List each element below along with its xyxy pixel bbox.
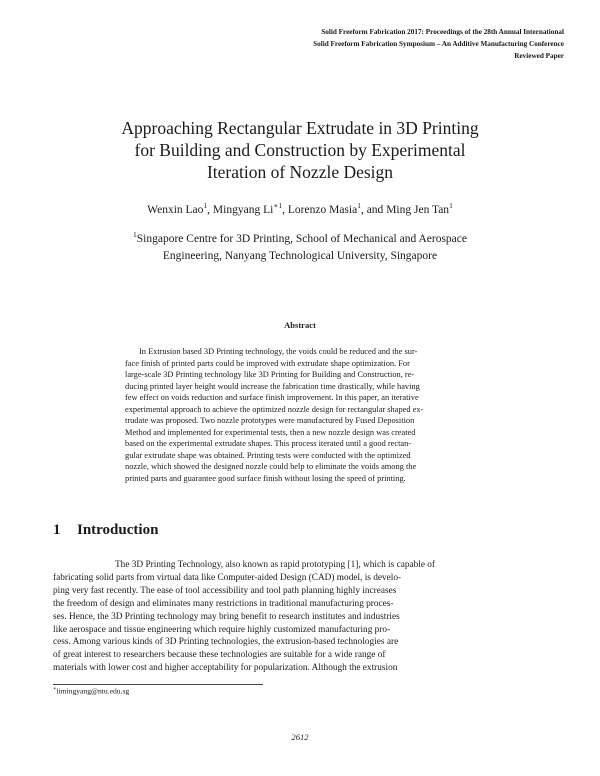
abstract-line: printed parts and guarantee good surface finish without losing the speed of printing. [125, 473, 406, 483]
footnote [53, 686, 129, 696]
header-line-3: Reviewed Paper [514, 52, 564, 60]
abstract-line: gular extrudate shape was obtained. Printing tests were conducted with the optimized [125, 450, 411, 460]
author-list [60, 201, 540, 216]
title-line-3: Iteration of Nozzle Design [206, 162, 394, 182]
affiliation-line-1: $^1$Singapore Centre for 3D Printing, School of Mechanical and Aerospace [133, 230, 467, 245]
author-affiliation-mark: 1 [203, 201, 208, 210]
affiliation-line-2: Engineering, Nanyang Technological University, Singapore [162, 249, 438, 262]
abstract-line: nozzle, which showed the designed nozzle could help to eliminate the voids among the [125, 462, 417, 471]
abstract-line: ducing printed layer height would increase the fabrication time drastically, while having [125, 381, 420, 391]
body-line: ping very fast recently. The ease of tool accessibility and tool path planning highly increases [53, 585, 397, 596]
abstract-body [125, 346, 475, 484]
abstract-line: Method and implemented for experimental tests, then a new nozzle design was created [125, 427, 416, 437]
author-affiliation-mark: 1 [449, 201, 453, 210]
body-line: the freedom of design and eliminates many restrictions in traditional manufacturing proces- [53, 598, 394, 609]
footnote-email[interactable]: limingyang@ntu.edu.sg [56, 686, 130, 696]
author-name: Wenxin Lao [147, 203, 204, 216]
section-heading-introduction [53, 522, 158, 539]
abstract-line: In Extrusion based 3D Printing technology, the voids could be reduced and the sur- [139, 347, 418, 356]
author-separator: , [282, 203, 288, 216]
author-name: Mingyang Li [212, 203, 274, 216]
abstract-line: trudate was proposed. Two nozzle prototypes were manufactured by Fused Deposition [125, 416, 415, 425]
body-line: of great interest to researchers because these technologies are suitable for a wide range of [53, 650, 386, 661]
body-line: like aerospace and tissue engineering which require highly customized manufacturing pro- [53, 624, 391, 635]
affiliation-mark: 1 [133, 230, 137, 239]
header-line-2: Solid Freeform Fabrication Symposium – An Additive Manufacturing Conference [313, 40, 564, 48]
body-line: fabricating solid parts from virtual data like Computer-aided Design (CAD) model, is develo- [53, 572, 402, 583]
footnote-mark: ∗ [53, 687, 57, 692]
title-line-2: for Building and Construction by Experimental [134, 140, 466, 160]
body-line: ses. Hence, the 3D Printing technology may bring benefit to research institutes and industries [53, 611, 400, 622]
author-name: Ming Jen Tan [386, 203, 450, 216]
abstract-line: based on the experimental extrudate shapes. This process iterated until a good rectan- [125, 439, 412, 448]
title-line-1: Approaching Rectangular Extrudate in 3D Printing [121, 118, 479, 138]
section-title: Introduction [77, 522, 159, 538]
footnote-rule [53, 684, 263, 685]
conference-header [234, 26, 564, 62]
abstract-heading: Abstract [284, 320, 316, 330]
section-number: 1 [53, 522, 61, 538]
abstract-line: face finish of printed parts could be improved with extrudate shape optimization. For [125, 358, 410, 368]
header-line-1: Solid Freeform Fabrication 2017: Proceedings of the 28th Annual International [321, 28, 564, 36]
abstract-line: experimental approach to achieve the optimized nozzle design for rectangular shaped ex- [125, 404, 424, 414]
page-number: 2612 [291, 732, 309, 742]
abstract-line: large-scale 3D Printing technology like 3D Printing for Building and Construction, re- [125, 370, 415, 379]
author-separator: , and [360, 203, 387, 216]
author-affiliation-mark: ∗1 [273, 201, 283, 210]
introduction-body [53, 559, 549, 675]
paper-title [60, 117, 540, 183]
body-line: The 3D Printing Technology, also known as rapid prototyping [1], which is capable of [115, 560, 436, 570]
body-line: cess. Among various kinds of 3D Printing technologies, the extrusion-based technologies are [53, 637, 399, 648]
author-affiliation-mark: 1 [357, 201, 361, 210]
body-line: materials with lower cost and higher acceptability for popularization. Although the extrusion [53, 663, 398, 674]
author-separator: , [207, 203, 213, 216]
abstract-line: few effect on voids reduction and surface finish improvement. In this paper, an iterative [125, 393, 419, 402]
affiliation [60, 226, 540, 265]
author-name: Lorenzo Masia [287, 203, 358, 216]
